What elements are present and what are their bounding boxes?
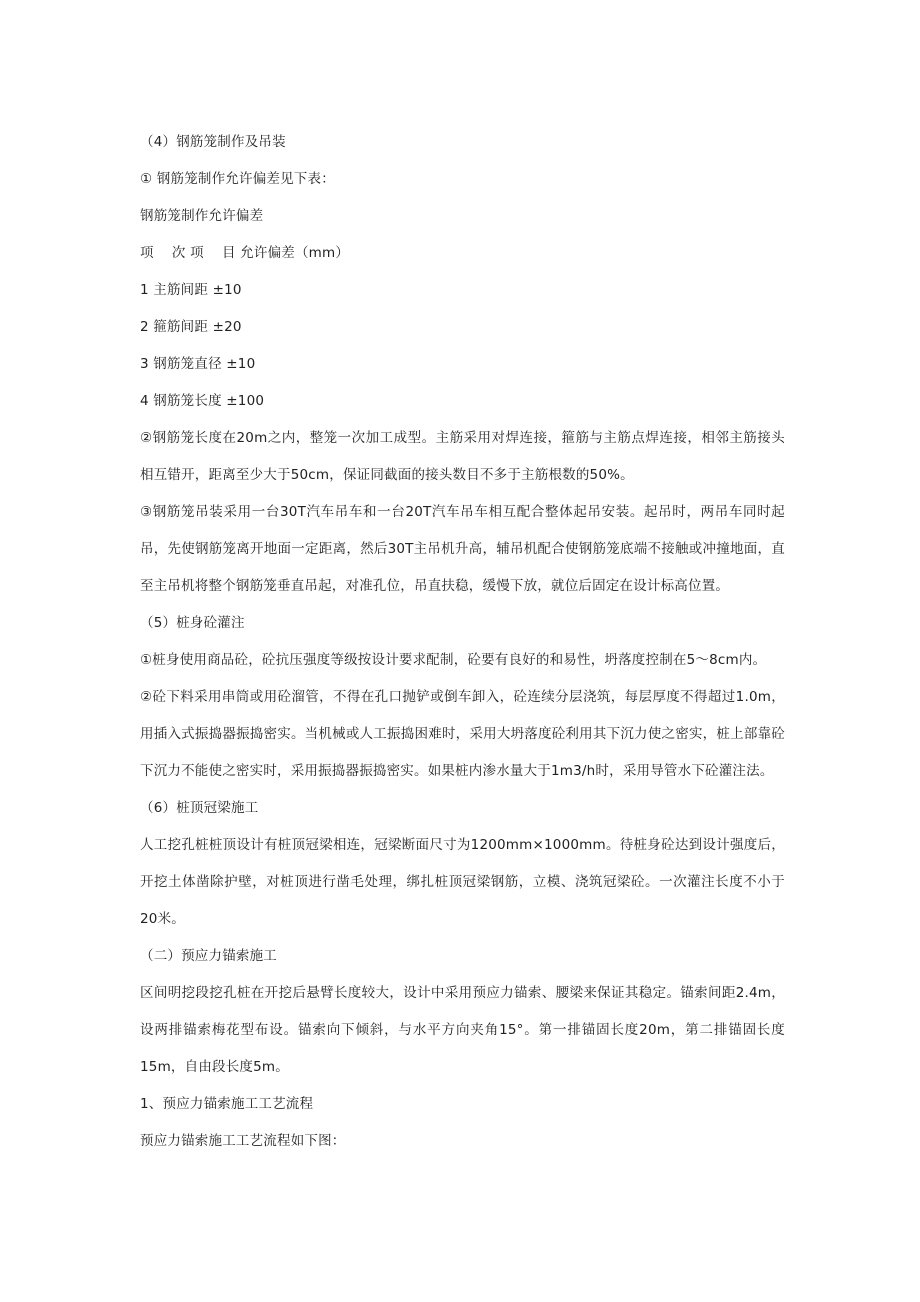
part2-paragraph: 区间明挖段挖孔桩在开挖后悬臂长度较大，设计中采用预应力锚索、腰梁来保证其稳定。锚索间距2.4m，设两排锚索梅花型布设。锚索向下倾斜，与水平方向夹角15°。第一排锚固长度20m，第二排锚固长度15m，自由段长度5m。 — [140, 985, 785, 1075]
table-row: 3 钢筋笼直径 ±10 — [140, 356, 256, 372]
part2-heading: （二）预应力锚索施工 — [140, 948, 277, 964]
section6-paragraph: 人工挖孔桩桩顶设计有桩顶冠梁相连，冠梁断面尺寸为1200mm×1000mm。待桩身砼达到设计强度后，开挖土体凿除护壁，对桩顶进行凿毛处理，绑扎桩顶冠梁钢筋，立模、浇筑冠梁砼。一次灌注长度不小于20米。 — [140, 837, 785, 927]
table-header: 项 次 项 目 允许偏差（mm） — [140, 245, 350, 261]
item1-intro: ① 钢筋笼制作允许偏差见下表： — [140, 171, 335, 187]
section5-heading: （5）桩身砼灌注 — [140, 615, 245, 631]
table-row: 4 钢筋笼长度 ±100 — [140, 393, 265, 409]
section6-heading: （6）桩顶冠梁施工 — [140, 800, 259, 816]
table-title: 钢筋笼制作允许偏差 — [140, 208, 264, 224]
table-row: 2 箍筋间距 ±20 — [140, 319, 242, 335]
document-content — [140, 124, 785, 1160]
section4-heading: （4）钢筋笼制作及吊装 — [140, 134, 286, 150]
item3-paragraph: ③钢筋笼吊装采用一台30T汽车吊车和一台20T汽车吊车相互配合整体起吊安装。起吊时，两吊车同时起吊，先使钢筋笼离开地面一定距离，然后30T主吊机升高，辅吊机配合使钢筋笼底端不接触或冲撞地面，直至主吊机将整个钢筋笼垂直吊起，对准孔位，吊直扶稳，缓慢下放，就位后固定在设计标高位置。 — [140, 504, 785, 594]
section5-item2: ②砼下料采用串筒或用砼溜管，不得在孔口抛铲或倒车卸入，砼连续分层浇筑，每层厚度不得超过1.0m，用插入式振捣器振捣密实。当机械或人工振捣困难时，采用大坍落度砼利用其下沉力使之密实，桩上部靠砼下沉力不能使之密实时，采用振捣器振捣密实。如果桩内渗水量大于1m3/h时，采用导管水下砼灌注法。 — [140, 689, 785, 779]
section5-item1: ①桩身使用商品砼，砼抗压强度等级按设计要求配制，砼要有良好的和易性，坍落度控制在5～8cm内。 — [140, 652, 767, 668]
item2-paragraph: ②钢筋笼长度在20m之内，整笼一次加工成型。主筋采用对焊连接，箍筋与主筋点焊连接，相邻主筋接头相互错开，距离至少大于50cm，保证同截面的接头数目不多于主筋根数的50%。 — [140, 430, 785, 483]
flow-heading: 1、预应力锚索施工工艺流程 — [140, 1096, 314, 1112]
table-row: 1 主筋间距 ±10 — [140, 282, 242, 298]
flow-intro: 预应力锚索施工工艺流程如下图： — [140, 1133, 346, 1149]
